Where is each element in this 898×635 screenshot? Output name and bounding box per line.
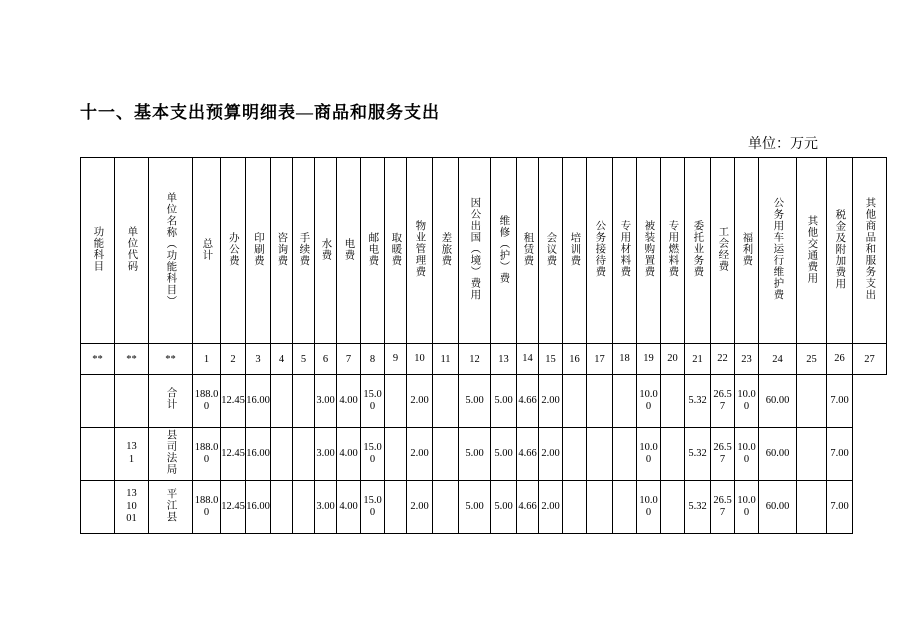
col-num-cell [385,344,407,375]
cell-value: 15.00 [361,481,385,534]
cell-unit-code-text: 131001 [126,488,137,525]
col-header-total [193,158,221,344]
col-num-cell: ** [81,344,115,375]
col-header-post-telecom [361,158,385,344]
col-header-meeting-label: 会议费 [545,231,557,267]
col-header-training-label: 培训费 [569,231,581,267]
col-num-cell: 6 [315,344,337,375]
col-header-special-fuel [661,158,685,344]
col-header-taxes-label: 税金及附加费用 [834,208,846,290]
cell-value: 15.00 [361,375,385,428]
col-header-water-label: 水费 [320,237,332,261]
cell-unit-name-text: 平江县 [165,487,177,523]
col-header-travel [433,158,459,344]
col-header-taxes [827,158,853,344]
cell-value: 26.57 [711,375,735,428]
col-num-cell: 8 [361,344,385,375]
col-num-cell [407,344,433,375]
col-num-cell: ** [149,344,193,375]
col-header-unit-name [149,158,193,344]
col-header-printing-label: 印刷费 [252,231,264,267]
cell-value: 10.00 [735,481,759,534]
col-header-heating [385,158,407,344]
col-header-entrusted-business [685,158,711,344]
cell-value [433,375,459,428]
col-header-union-funds-label: 工会经费 [717,226,729,272]
cell-value: 10.00 [735,428,759,481]
col-num-cell [517,344,539,375]
cell-value: 3.00 [315,428,337,481]
cell-value: 26.57 [711,428,735,481]
col-num-cell: 23 [735,344,759,375]
cell-unit-code [115,375,149,428]
col-header-uniform-purchase [637,158,661,344]
cell-value: 4.66 [517,428,539,481]
col-header-meeting [539,158,563,344]
cell-value: 4.00 [337,481,361,534]
col-header-unit-code [115,158,149,344]
col-header-welfare-label: 福利费 [741,231,753,267]
cell-value [661,428,685,481]
cell-value: 2.00 [407,375,433,428]
col-header-consulting [271,158,293,344]
cell-value: 7.00 [827,481,853,534]
cell-value [613,428,637,481]
col-num-text: 9 [392,352,399,364]
cell-unit-name [149,428,193,481]
cell-value: 5.00 [491,481,517,534]
col-num-cell: 2 [221,344,246,375]
table-row [81,428,887,481]
cell-unit-code-text: 131 [126,441,137,465]
col-header-special-fuel-label: 专用燃料费 [667,220,679,278]
page-title: 十一、基本支出预算明细表—商品和服务支出 [80,103,440,122]
cell-unit-name-text: 县司法局 [165,428,177,475]
col-num-text: 19 [643,352,654,364]
cell-value [433,481,459,534]
col-header-vehicle-maintenance [759,158,797,344]
col-header-other-transport-label: 其他交通费用 [806,214,818,284]
cell-value [563,375,587,428]
col-num-cell: 24 [759,344,797,375]
col-num-cell: 16 [563,344,587,375]
col-header-training [563,158,587,344]
col-num-text: 26 [834,352,845,364]
col-header-maintenance-label: 维修（护）费 [498,214,510,284]
cell-value: 5.00 [491,375,517,428]
col-header-official-reception-label: 公务接待费 [594,220,606,278]
col-num-cell [637,344,661,375]
cell-value: 7.00 [827,428,853,481]
cell-value: 26.57 [711,481,735,534]
cell-unit-name [149,481,193,534]
cell-value: 15.00 [361,428,385,481]
col-num-cell: 3 [246,344,271,375]
cell-value: 2.00 [539,428,563,481]
col-header-special-materials-label: 专用材料费 [619,220,631,278]
unit-note: 单位：万元 [748,137,818,152]
cell-func-code [81,428,115,481]
col-header-special-materials [613,158,637,344]
col-num-cell [613,344,637,375]
cell-value: 5.00 [459,428,491,481]
cell-value: 4.00 [337,428,361,481]
budget-table [80,157,887,534]
cell-value: 2.00 [407,481,433,534]
col-num-cell: 25 [797,344,827,375]
col-num-cell [661,344,685,375]
cell-value: 16.00 [246,375,271,428]
col-header-unit-code-label: 单位代码 [126,226,138,272]
col-num-text: 18 [619,352,630,364]
cell-value: 2.00 [407,428,433,481]
cell-value [385,481,407,534]
col-num-cell: 27 [853,344,887,375]
col-header-union-funds [711,158,735,344]
cell-value: 5.32 [685,481,711,534]
column-number-row [81,344,887,375]
cell-value [293,428,315,481]
cell-value [271,375,293,428]
cell-value: 5.32 [685,428,711,481]
col-header-vehicle-maintenance-label: 公务用车运行维护费 [772,197,784,301]
col-header-func-code-label: 功能科目 [92,226,104,272]
col-num-text: 20 [667,352,678,364]
col-header-other-transport [797,158,827,344]
table-row [81,481,887,534]
cell-value: 16.00 [246,481,271,534]
cell-value: 12.45 [221,481,246,534]
col-header-rental [517,158,539,344]
col-header-handling-fee [293,158,315,344]
cell-value: 7.00 [827,375,853,428]
col-num-cell [711,344,735,375]
cell-value: 10.00 [637,428,661,481]
col-header-printing [246,158,271,344]
col-num-cell: 13 [491,344,517,375]
col-header-unit-name-label: 单位名称（功能科目） [165,191,177,307]
col-num-text: 22 [717,352,728,364]
cell-value: 10.00 [735,375,759,428]
col-header-other-goods-services-label: 其他商品和服务支出 [864,197,876,301]
col-header-travel-label: 差旅费 [440,231,452,267]
cell-value: 5.00 [491,428,517,481]
cell-value: 10.00 [637,375,661,428]
col-header-uniform-purchase-label: 被装购置费 [643,220,655,278]
col-header-rental-label: 租赁费 [522,231,534,267]
cell-value [797,375,827,428]
col-num-cell: 7 [337,344,361,375]
cell-value [433,428,459,481]
table-header-row [81,158,887,344]
col-header-overseas [459,158,491,344]
col-num-text: 10 [414,352,425,364]
col-header-electricity-label: 电费 [343,237,355,261]
cell-value [563,481,587,534]
cell-value [613,375,637,428]
col-num-text: 14 [522,352,533,364]
cell-value [271,428,293,481]
cell-value: 10.00 [637,481,661,534]
col-header-property-mgmt [407,158,433,344]
cell-value: 188.00 [193,375,221,428]
cell-value [797,428,827,481]
col-header-heating-label: 取暖费 [390,231,402,267]
col-header-consulting-label: 咨询费 [276,231,288,267]
cell-value [293,375,315,428]
col-num-cell: ** [115,344,149,375]
cell-value [613,481,637,534]
cell-value: 3.00 [315,375,337,428]
cell-value [587,375,613,428]
cell-unit-name-text: 合计 [165,387,177,411]
table-row [81,375,887,428]
cell-value: 2.00 [539,481,563,534]
col-num-cell: 15 [539,344,563,375]
cell-value [385,428,407,481]
cell-value [587,428,613,481]
col-header-handling-fee-label: 手续费 [298,231,310,267]
col-header-official-reception [587,158,613,344]
cell-value [797,481,827,534]
cell-value [271,481,293,534]
cell-value: 60.00 [759,481,797,534]
cell-unit-code [115,481,149,534]
cell-value: 60.00 [759,375,797,428]
cell-value: 5.00 [459,375,491,428]
cell-func-code [81,481,115,534]
cell-value [661,481,685,534]
cell-value: 12.45 [221,375,246,428]
col-header-overseas-label: 因公出国（境）费用 [469,197,481,301]
col-header-maintenance [491,158,517,344]
col-header-entrusted-business-label: 委托业务费 [692,220,704,278]
col-header-func-code [81,158,115,344]
cell-unit-name [149,375,193,428]
col-header-welfare [735,158,759,344]
cell-value: 188.00 [193,481,221,534]
col-header-office [221,158,246,344]
col-header-water [315,158,337,344]
col-header-post-telecom-label: 邮电费 [367,231,379,267]
col-header-electricity [337,158,361,344]
col-num-cell: 5 [293,344,315,375]
col-header-other-goods-services [853,158,887,344]
col-num-cell: 4 [271,344,293,375]
cell-value: 2.00 [539,375,563,428]
cell-value: 12.45 [221,428,246,481]
col-header-total-label: 总计 [201,237,213,261]
cell-value: 4.66 [517,481,539,534]
cell-value [385,375,407,428]
cell-value: 4.00 [337,375,361,428]
col-num-cell: 21 [685,344,711,375]
cell-unit-code [115,428,149,481]
cell-value: 4.66 [517,375,539,428]
cell-value [293,481,315,534]
cell-value [563,428,587,481]
cell-value: 3.00 [315,481,337,534]
col-num-cell: 11 [433,344,459,375]
cell-value: 60.00 [759,428,797,481]
cell-value [661,375,685,428]
cell-value: 16.00 [246,428,271,481]
col-num-cell: 1 [193,344,221,375]
col-num-cell: 17 [587,344,613,375]
col-header-property-mgmt-label: 物业管理费 [414,220,426,278]
cell-value: 5.00 [459,481,491,534]
cell-value: 188.00 [193,428,221,481]
cell-value: 5.32 [685,375,711,428]
cell-value [587,481,613,534]
cell-func-code [81,375,115,428]
col-header-office-label: 办公费 [227,231,239,267]
col-num-cell: 12 [459,344,491,375]
col-num-cell [827,344,853,375]
budget-table-wrapper [80,157,876,534]
